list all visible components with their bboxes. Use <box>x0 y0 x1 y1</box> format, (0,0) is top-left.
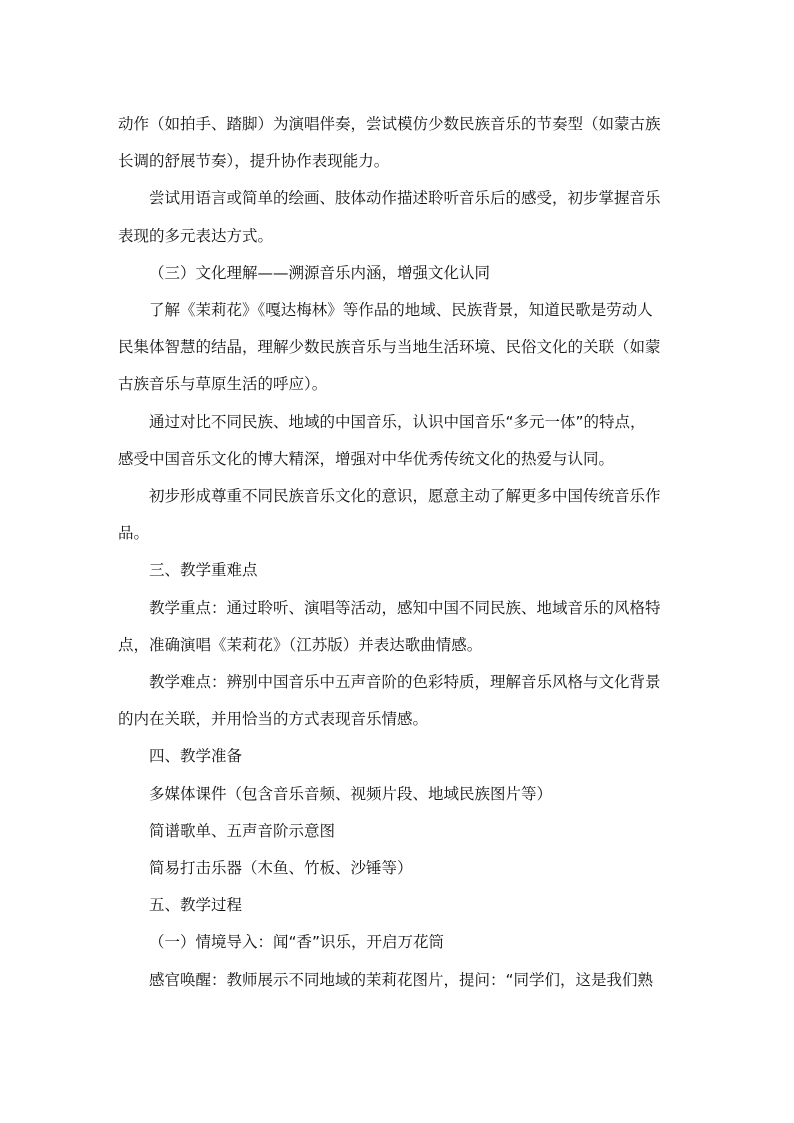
text-line-2: 长调的舒展节奏），提升协作表现能力。 <box>118 152 390 171</box>
text-line-8: 古族音乐与草原生活的呼应）。 <box>118 375 328 394</box>
section-heading-culture-understanding: （三）文化理解——溯源音乐内涵，增强文化认同 <box>149 263 491 282</box>
text-line-4: 表现的多元表达方式。 <box>118 226 274 245</box>
text-line-17: 的内在关联，并用恰当的方式表现音乐情感。 <box>118 710 429 729</box>
text-line-16: 教学难点：辨别中国音乐中五声音阶的色彩特质，理解音乐风格与文化背景 <box>149 673 661 692</box>
text-line-7: 民集体智慧的结晶，理解少数民族音乐与当地生活环境、民俗文化的关联（如蒙 <box>118 338 661 357</box>
text-line-14: 教学重点：通过聆听、演唱等活动，感知中国不同民族、地域音乐的风格特 <box>149 598 661 617</box>
text-line-12: 品。 <box>118 524 150 543</box>
text-line-9: 通过对比不同民族、地域的中国音乐，认识中国音乐“多元一体”的特点， <box>149 412 646 431</box>
section-heading-teaching-focus: 三、教学重难点 <box>149 561 258 580</box>
section-heading-teaching-preparation: 四、教学准备 <box>149 747 243 766</box>
text-line-10: 感受中国音乐文化的博大精深，增强对中华优秀传统文化的热爱与认同。 <box>118 449 615 468</box>
section-heading-teaching-process: 五、教学过程 <box>149 896 243 915</box>
text-line-3: 尝试用语言或简单的绘画、肢体动作描述聆听音乐后的感受，初步掌握音乐 <box>149 189 661 208</box>
text-line-21: 简易打击乐器（木鱼、竹板、沙锤等） <box>149 859 413 878</box>
text-line-6: 了解《茉莉花》《嘎达梅林》等作品的地域、民族背景，知道民歌是劳动人 <box>149 301 653 320</box>
text-line-20: 简谱歌单、五声音阶示意图 <box>149 821 336 840</box>
text-line-24: 感官唤醒：教师展示不同地域的茉莉花图片，提问：“同学们，这是我们熟 <box>149 970 654 989</box>
text-line-11: 初步形成尊重不同民族音乐文化的意识，愿意主动了解更多中国传统音乐作 <box>149 487 661 506</box>
section-heading-context-introduction: （一）情境导入：闻“香”识乐，开启万花筒 <box>149 933 445 952</box>
document-body <box>118 106 680 999</box>
text-line-1: 动作（如拍手、踏脚）为演唱伴奏，尝试模仿少数民族音乐的节奏型（如蒙古族 <box>118 115 661 133</box>
text-line-15: 点，准确演唱《茉莉花》（江苏版）并表达歌曲情感。 <box>118 635 483 654</box>
text-line-19: 多媒体课件（包含音乐音频、视频片段、地域民族图片等） <box>149 784 553 803</box>
